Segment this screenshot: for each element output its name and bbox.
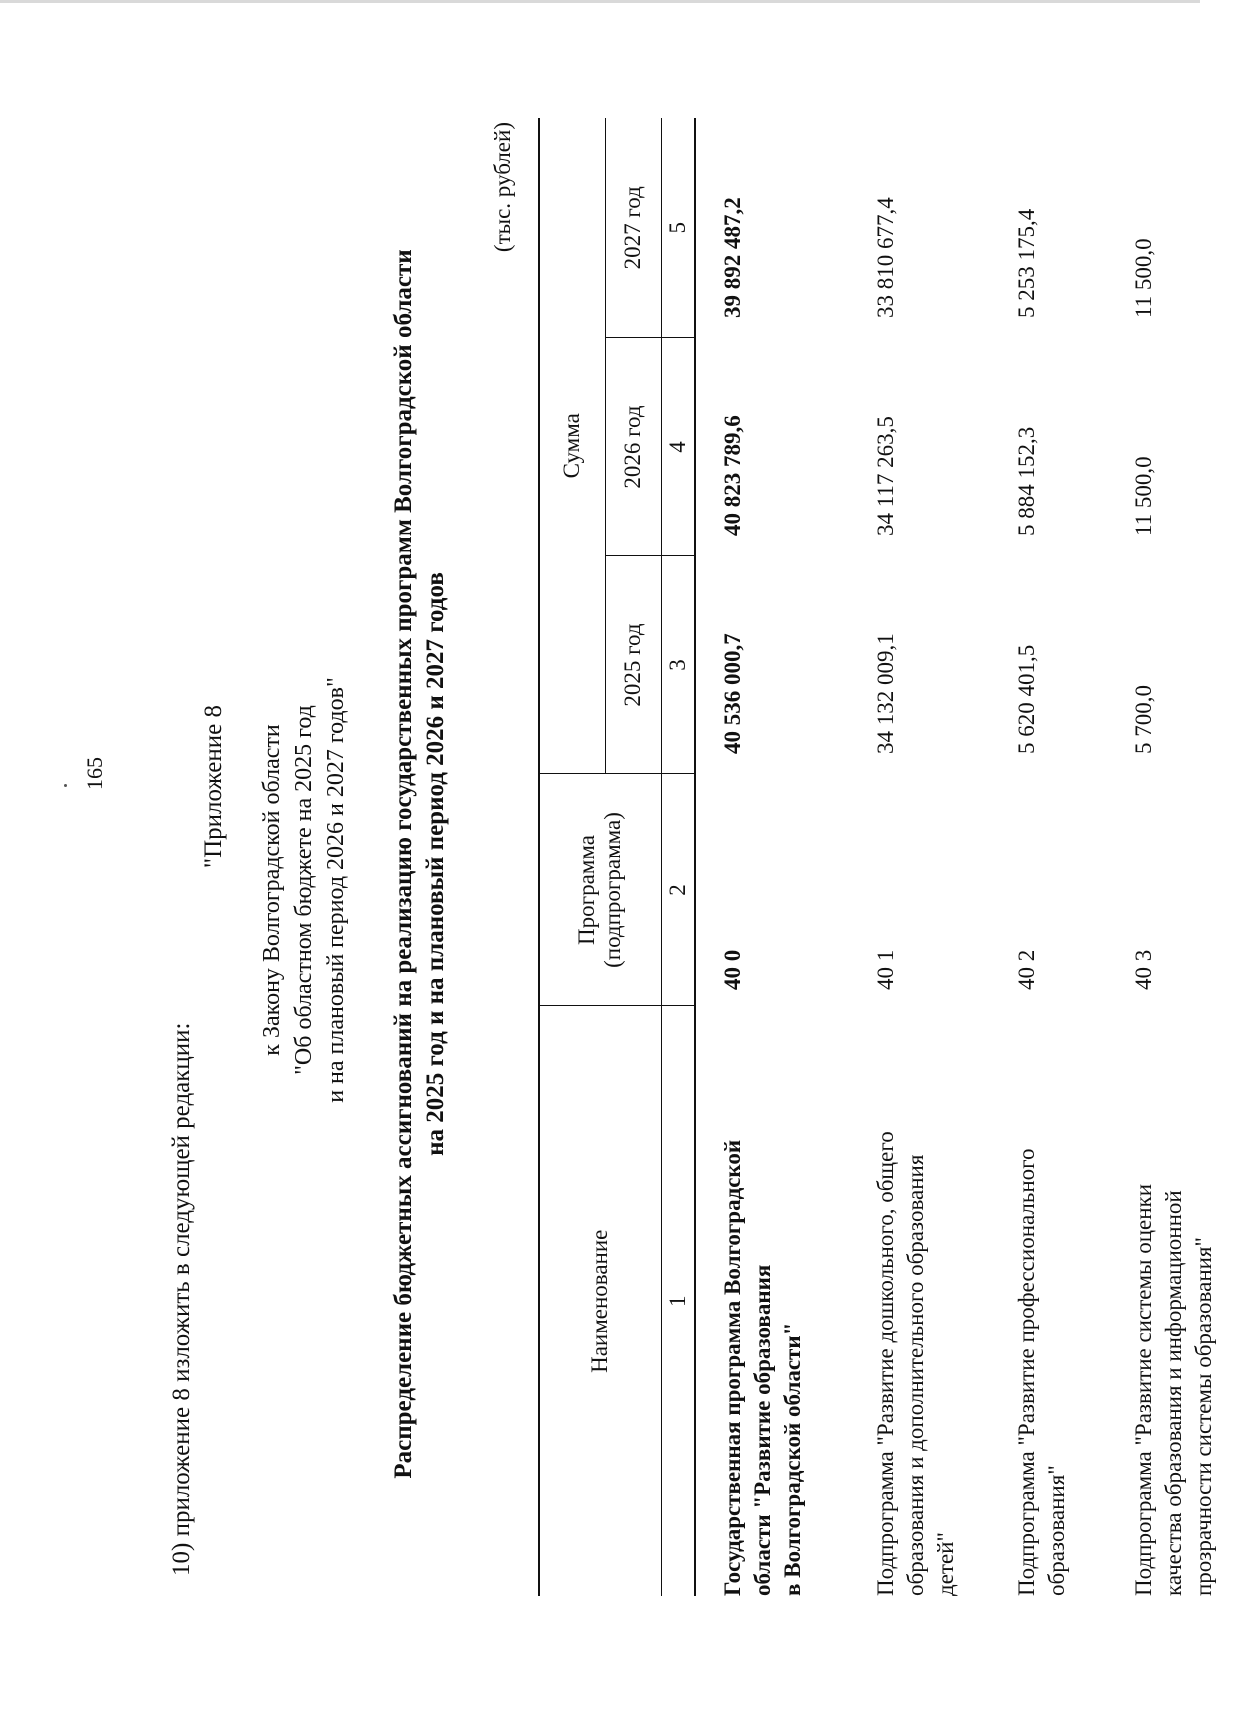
row-2025: 40 536 000,7 [720, 633, 745, 754]
column-number: 1 [661, 1006, 695, 1596]
header-sum: Сумма [539, 118, 605, 774]
row-2025: 5 620 401,5 [1014, 644, 1039, 754]
table-row [990, 118, 1107, 1596]
page-number: 165 [82, 757, 107, 790]
table-row [849, 118, 990, 1596]
table-row [695, 118, 849, 1596]
header-2025: 2025 год [605, 556, 661, 774]
table-title-line: Распределение бюджетных ассигнований на реализацию государственных программ Волгоградской области [390, 249, 417, 1479]
column-number: 4 [661, 338, 695, 556]
row-name-line: образования" [1044, 1465, 1069, 1596]
intro-text: 10) приложение 8 изложить в следующей редакции: [168, 1022, 195, 1576]
law-line: и на плановый период 2026 и 2027 годов" [323, 677, 349, 1103]
row-name-line: Подпрограмма "Развитие профессионального [1014, 1148, 1039, 1596]
row-name-line: в Волгоградской области" [780, 1322, 805, 1596]
row-name-line: прозрачности системы образования" [1191, 1237, 1216, 1596]
row-2027: 11 500,0 [1131, 238, 1156, 318]
header-name: Наименование [539, 1006, 661, 1596]
row-name-line: образования и дополнительного образования [903, 1154, 928, 1596]
row-name-line: Подпрограмма "Развитие системы оценки [1131, 1183, 1156, 1596]
row-2026: 5 884 152,3 [1014, 426, 1039, 536]
row-name-line: Подпрограмма "Развитие дошкольного, общего [873, 1131, 898, 1596]
table-title [388, 214, 452, 1514]
row-2026: 34 117 263,5 [873, 416, 898, 536]
row-2027: 39 892 487,2 [720, 197, 745, 318]
column-number: 3 [661, 556, 695, 774]
row-name [849, 1006, 990, 1596]
column-number: 5 [661, 118, 695, 338]
row-name-line: области "Развитие образования [750, 1264, 775, 1596]
appendix-header [200, 540, 352, 1240]
column-number: 2 [661, 774, 695, 1006]
table-title-line: на 2025 год и на плановый период 2026 и 2027 годов [422, 572, 449, 1156]
row-2026: 40 823 789,6 [720, 415, 745, 536]
row-2025: 5 700,0 [1131, 685, 1156, 754]
row-2027: 5 253 175,4 [1014, 208, 1039, 318]
row-2025: 34 132 009,1 [873, 633, 898, 754]
units-label: (тыс. рублей) [490, 122, 515, 253]
row-name-line: Государственная программа Волгоградской [720, 1139, 745, 1596]
table-row [1107, 118, 1248, 1596]
header-2026: 2026 год [605, 338, 661, 556]
header-program-line: Программа [574, 835, 600, 945]
row-2027: 33 810 677,4 [873, 197, 898, 318]
row-name-line: качества образования и информационной [1161, 1190, 1186, 1596]
row-code: 40 1 [873, 949, 898, 990]
budget-table [538, 118, 1248, 1596]
header-2027: 2027 год [605, 118, 661, 338]
row-code: 40 0 [720, 949, 745, 990]
appendix-law-reference [256, 540, 352, 1240]
header-program [539, 774, 661, 1006]
row-code: 40 3 [1131, 949, 1156, 990]
row-name [1107, 1006, 1248, 1596]
law-line: к Закону Волгоградской области [259, 724, 285, 1056]
row-name [990, 1006, 1107, 1596]
header-program-line: (подпрограмма) [600, 812, 626, 968]
row-name [695, 1006, 849, 1596]
law-line: "Об областном бюджете на 2025 год [291, 705, 317, 1075]
row-code: 40 2 [1014, 949, 1039, 990]
appendix-title: "Приложение 8 [200, 705, 227, 869]
row-2026: 11 500,0 [1131, 456, 1156, 536]
row-name-line: детей" [933, 1532, 958, 1596]
